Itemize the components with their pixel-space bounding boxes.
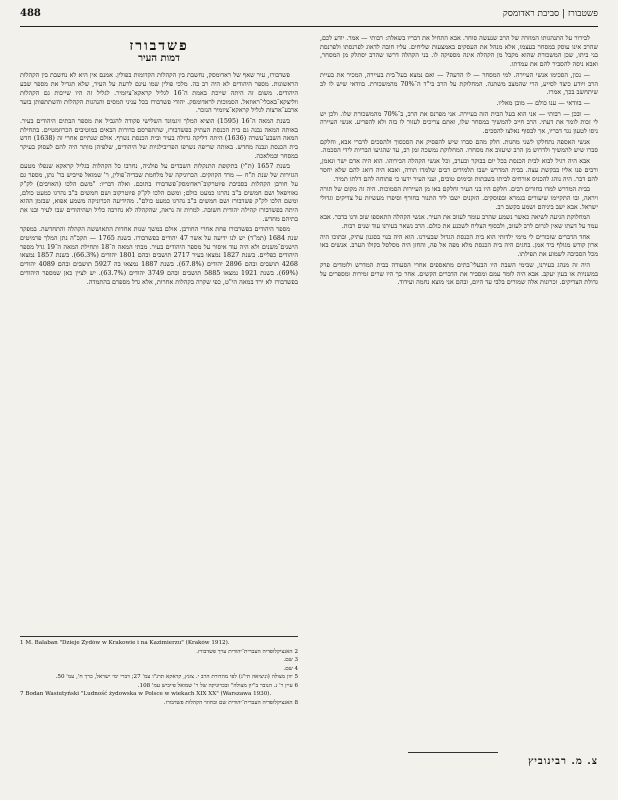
paragraph: אנשי האספה נתחלקו לשני מחנות. חלק מהם סברו שיש להפסיק את הסכסוך ולהסכים לדברי אבא, וחלקם סברו שיש להמשיך ולדרוש מן הרב שיעזוב את מסחרו. המחלוקת נמשכה זמן רב, עד שהגיעו הבריות לידי הסכמה.	[320, 137, 598, 155]
footnote: 3 שם.	[283, 657, 298, 663]
footnote-separator	[20, 636, 298, 637]
right-column	[320, 34, 598, 746]
paragraph: היה זה מנהג בעירנו, שבימי השבת היו הבעלי־בתים מתאספים אחרי הסעודה בבית המדרש ולומדים פרק במשניות או בעין יעקב. אבא היה לומד עמם ומסביר את הדברים הקשים. אחר כך היו שרים זמירות ומספרים על גדולת הצדיקים. זכרונות אלה שמורים בלבי עד היום, ובהם אני מוצא נחמה ועידוד.	[320, 260, 598, 287]
paragraph: אבא היה רגיל לבוא לבית הכנסת בכל יום בבוקר ובערב, וכל אנשי הקהלה הכירוהו. הוא היה אדם ישר ונאמן, ורבים פנו אליו בבקשת עצה. בבית המדרש ישבו תלמידים רבים שלמדו תורה, ואבא היה דואג להם שלא יחסר להם דבר. היה נוהג להכניס אורחים לביתו בשבתות ובימים טובים, ועני העיר ידעו כי פתוחה להם דלתו תמיד.	[320, 157, 598, 183]
footnote: 5 יוון מצולה (וניציאה תי"ג) לפי מהדורת הרב י. צונץ, קראקא תרנ"ו עמ' 27; דברי ימי ישראל, כרך ח', עמ' 50.	[55, 674, 298, 680]
left-body	[20, 71, 298, 286]
footnote: 6 עיין ר' נ. הנובר ב"יון מצולה" ובכרוניקה של ר' שמואל פייביש עמ' 108.	[137, 682, 298, 689]
footnote: 8 האנציקלופדיה העברית־יהודית שם ובחוזר הקהלות פשדבורז.	[163, 699, 298, 706]
footnotes	[20, 640, 298, 786]
paragraph: — בוודאי — ענו כולם — מובן מאליו.	[496, 98, 590, 107]
paragraph: מספר היהודים בפשדבורז פחת אחרי החורבן. אולם במשך שנות אחדות התאוששה הקהלה והתחדשה. במפקד שנת 1684 (תמ"ד) יש לנו ידיעה על אשר 47 יהודים בפשדבורז. בשנת 1765 — תקכ"ה נתן המלך פרמיטים הישנים־משנים ולא היה עוד איסור על מספר היהודים בעיר. מבתי המאה ה־18 ותחילת המאה ה־19 גדל מספר היהודים כפליים. בשנת 1827 נמצאו בעיר 2717 תושבים ובהם 1801 יהודים (66.3%). בשנת 1857 נמצאו 4268 תושבים ובהם 2896 יהודים (67.8%). בשנת 1887 נמצאו בה 5927 תושבים ובהם 4089 יהודים (69%). בשנת 1921 נמצאו 5885 תושבים ובהם 3749 יהודים (63.7%). יש לציין כאן שמספר היהודים בפשדבורז לא ירד במאה הי"ט, כפי שקרה בקהלות אחרות, אלא גדל מספרם בהתמדה.	[20, 225, 298, 286]
paragraph: בבית המדרש למדו בחורים רבים. חלקם היו בני העיר וחלקם באו מן העיירות הסמוכות. היה זה מקום של תורה ויראה, ובו התקיימו שיעורים בגמרא ובפוסקים. הזקנים ישבו ליד התנור בחורף וסיפרו מעשיות על צדיקים וגדולי ישראל. אבא ישב ביניהם ושמע בקשב רב.	[320, 185, 598, 211]
paragraph: המחלוקת הגיעה לשיאה כאשר נשמע שהרב עומד לעזוב את העיר. אנשי הקהלה התאספו שוב ודנו בדבר. אבא עמד על דעתו שאין לגרום לרב לעזוב, ולבסוף הצליח לשכנע את כולם. הרב נשאר בעירנו עוד שנים רבות.	[320, 213, 598, 231]
paragraph: — ובכן — רבותי — אני הוא בעל הבית הזה בעיירה. אני מפרנס את הרב, ב־70% מהמשכורת שלו. ולכן יש לי זכות לומר את דעתי. הרב חייב להמשיך במסחר שלו, ואתם צריכים לעזור לו בזה ולא להפריע. אנשי העיירה ניסו לטעון נגד דבריו, אך לבסוף נאלצו להסכים.	[320, 109, 598, 136]
footnote: 2 האנציקלופדיה העברית־יהודית ערך פשדבורז.	[196, 648, 298, 655]
author-signature: צ. מ. רבינוביץ	[528, 756, 598, 767]
paragraph: בשנת המאה ה־16 (1595) הוציא המלך זיגמונד השלישי פקודה להגביל את מספר הבתים היהודים בעיר. באותה המאה נבנה גם בית הכנסת העתיק בפשדבורז, שהתפרסם בדורות הבאים במוטיבים הכרוזמטיים. בתחילת המאה השבע־עשרה (1636) היתה דליקה גדולה בעיר ובית הכנסת נשרף. אולם שנתיים אחרי זה (1638) חדש בית הכנסת ונבנה מחדש. באותה שריפה נשרפו הפריבילגיות של היהודים, שלפיהן מותר היה להם לעסוק בעיקר במסחר ובמלאכה.	[20, 116, 298, 160]
footnote: 4 שם.	[283, 665, 298, 672]
article-subtitle: דמות העיר	[138, 52, 180, 64]
paragraph: פשדבורז, עיר שאף של ראדומסק, נחשבת בין הקהלות הקדומות בפולין. אמנם אין היא לא נחשבת בין הקהלות הראשונות. מספר היהודים לא היה רב בה. מלכי פולין שמו עינם לרעת על העיר, שלא תגדיל את מספר שבע היהודים. משום זה היתה שייכת באמת ה־16 לגליל קראקא־ציזמיר. לגליל זה היו שייכות גם הקהלות ווליצקא־באכלי־ראוזאל. הסמוכות לראדומסק. יהודי פשדבורז בכל עניני המסים והנהגות הקהלות והשתתפותן בועד ארבע־ארצות לגליל קראקא־ציזמיר הנזכר.	[20, 71, 298, 115]
paragraph: לבירור על התנהגותו המוזרה של הרב שנעשה סוחר. אבא התחיל את דבריו בשאלה: רבותי — אמר. יודע לכם, שהרב אינו עוסק במסחר בעצמו, אלא מנהל את העסקים באמצעות שליחים. עליו חובה לדאוג לפרנסתו ולפרנסת בני ביתו, שכן המשכורת שהוא מקבל מן הקהלה אינה מספיקה לו. בני הקהלה דרשו שהרב יסתלק מן המסחר, ואבא ניסה להסביר להם את עמדתו.	[320, 34, 598, 69]
article-title: פשדבורז	[129, 38, 189, 54]
page-header	[20, 8, 598, 24]
running-title: פשטבורז | סביבת ראדומסק	[502, 9, 598, 19]
paragraph: אחד הדברים שזכורים לי מימי ילדותי הוא בית הכנסת הגדול שבעירנו. הוא היה בנוי בסגנון עתיק, ובתוכו היה ארון קודש מגולף ביד אמן. בחגים היה בית הכנסת מלא מפה אל פה, והחזן היה מסלסל בקולו הערב. אנשים באו מכל הסביבה לשמוע את תפילתו.	[320, 232, 598, 259]
paragraph: — נכון, הסכימו אנשי העיירה. למי המסחר — לו הדעה? — ואם נמצא בעל־בית בעיירה, המכיר את בעיית הרב ויודע כיצד לסייע, הרי שהמצב משתנה. המחלוקת על הרב בי"ד ה־70% מהמשכורת. בוודאי שיש לו לב שיתחשב בכך, אמרו.	[320, 70, 598, 97]
end-rule	[408, 752, 498, 753]
page-number: 488	[20, 8, 41, 19]
header-rule	[20, 26, 598, 27]
footnote: 1 M. Balaban "Dzieje Żydów w Krakowie i na Kazimierzu" (Kraków 1912).	[20, 640, 230, 646]
footnote: 7 Bodan Wasiutyński "Ludność żydowska w Polsce w wiekach XIX XX" (Warszawa 1930).	[20, 691, 272, 697]
paragraph: בשנת 1657 (ת"י) בתקופת התנקלות השבדים על פולניה, נחרבו כל הקהלות בגליל קראקא שנפלו מטעם הגזירות של שנת ת"ח — מרד הקוזקים. הכרוניקה של מלחמת שבדיה־פולין, ר' שמואל פייביש בר' נתן, מספר גם על חורבן הקהלות בסביבת פיוטרקוב־ראדומסק־פשדבורז בתוכם. ואלה דבריו: "משם הלכו (האויבים) לק"ק נאוויפאל ושם חמשים ב"ב נהרגו כמעט כולם; ומשם הלכו לק"ק פיוטרקוב ושם חמשים ב"ב נהרגו כמעט כולם, ומשם הלכו לק"ק פשדבורז ושם חמשים ב"ב נהרגו כמעט כולם". מהידיעה הכרוניקה משמע אפוא, שבזמן ההוא היתה בפשדבורז קהילה יהודית חשובה. למרות זה נראה, שהקהלה לא נחרבה כליל ושהיהודים שבו לעיר ובנו את בתיהם מחדש.	[20, 162, 298, 223]
left-column	[20, 34, 298, 632]
